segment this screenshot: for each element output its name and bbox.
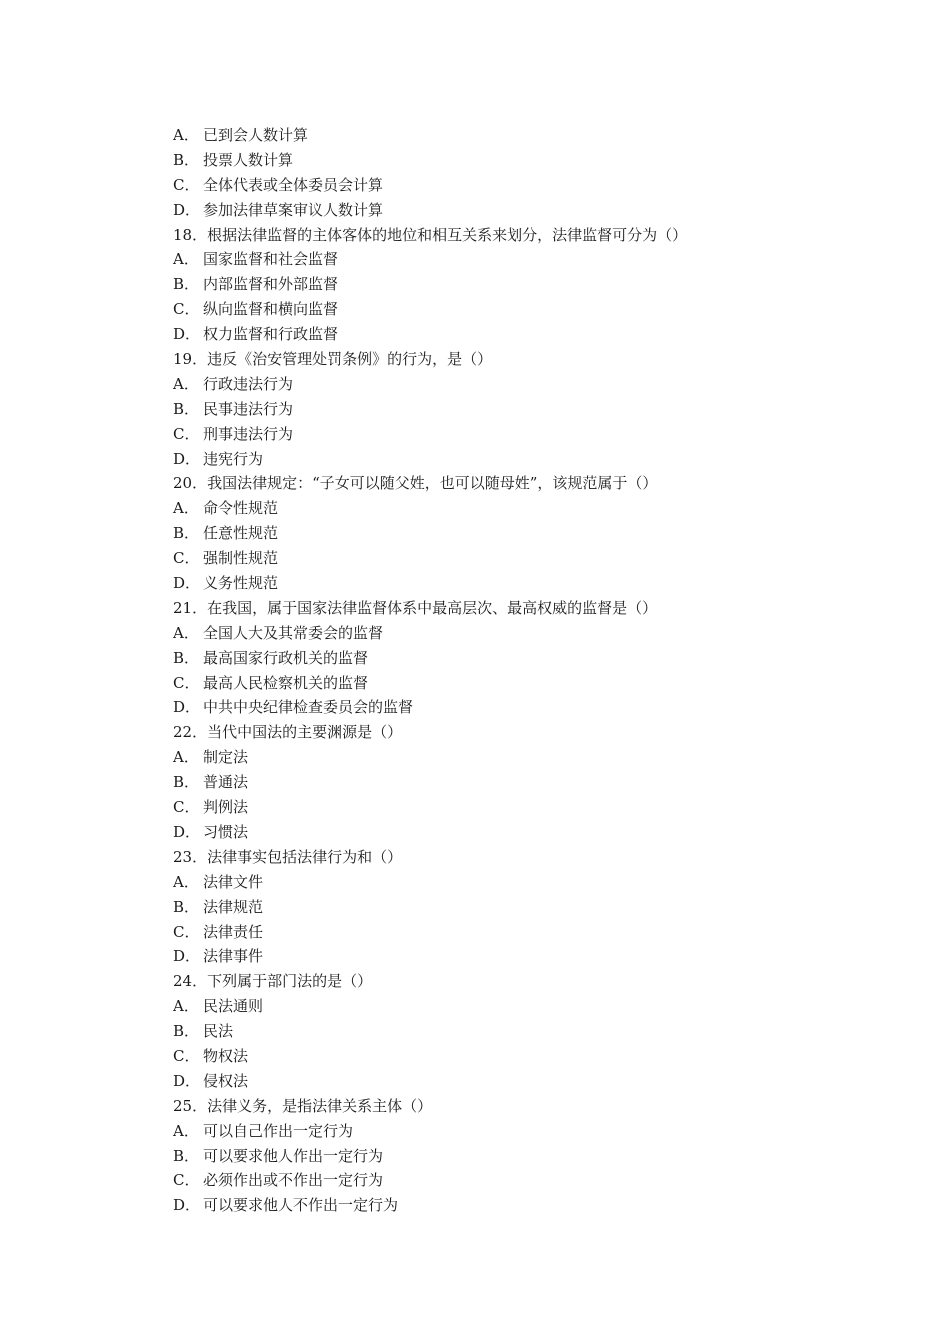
option-line (173, 1193, 873, 1218)
option-label: D． (173, 698, 201, 717)
option-text: 民事违法行为 (203, 399, 294, 418)
option-label: B． (173, 773, 200, 792)
option-text: 法律责任 (203, 922, 264, 941)
option-line (173, 372, 873, 397)
option-text: 民法 (203, 1022, 234, 1041)
option-line (173, 695, 873, 720)
option-line (173, 795, 873, 820)
option-text: 已到会人数计算 (203, 126, 309, 144)
option-line (173, 272, 873, 297)
option-line (173, 745, 873, 770)
question-text: 根据法律监督的主体客体的地位和相互关系来划分，法律监督可分为（） (207, 225, 688, 244)
option-text: 侵权法 (203, 1071, 249, 1090)
option-line (173, 447, 873, 472)
question-text: 违反《治安管理处罚条例》的行为，是（） (207, 350, 493, 369)
option-label: B． (173, 524, 200, 543)
option-line (173, 671, 873, 696)
option-line (173, 1168, 873, 1193)
option-line (173, 1069, 873, 1094)
question-line (173, 223, 873, 248)
option-text: 制定法 (203, 748, 249, 767)
option-text: 最高国家行政机关的监督 (203, 648, 369, 667)
option-label: B． (173, 1146, 200, 1165)
option-line (173, 770, 873, 795)
option-label: A． (173, 126, 199, 144)
option-label: D． (173, 325, 201, 344)
question-line (173, 347, 873, 372)
option-text: 强制性规范 (203, 549, 279, 568)
question-text: 法律义务，是指法律关系主体（） (207, 1096, 433, 1115)
question-text: 法律事实包括法律行为和（） (207, 847, 403, 866)
option-label: D． (173, 200, 201, 219)
option-label: D． (173, 574, 201, 593)
option-label: B． (173, 897, 200, 916)
option-label: C． (173, 1046, 200, 1065)
question-line (173, 596, 873, 621)
option-label: C． (173, 673, 200, 692)
question-line (173, 969, 873, 994)
option-text: 可以要求他人不作出一定行为 (203, 1196, 399, 1215)
option-label: B． (173, 150, 200, 169)
option-text: 行政违法行为 (203, 374, 294, 393)
option-label: A． (173, 623, 199, 642)
option-line (173, 1144, 873, 1169)
option-line (173, 920, 873, 945)
option-label: C． (173, 1171, 200, 1190)
option-line (173, 895, 873, 920)
option-text: 内部监督和外部监督 (203, 275, 339, 294)
question-number: 22． (173, 723, 208, 742)
option-text: 习惯法 (203, 822, 249, 841)
option-text: 物权法 (203, 1046, 249, 1065)
option-label: A． (173, 1121, 199, 1140)
option-line (173, 422, 873, 447)
option-text: 法律事件 (203, 947, 264, 966)
question-text: 下列属于部门法的是（） (207, 972, 373, 991)
option-line (173, 994, 873, 1019)
option-text: 必须作出或不作出一定行为 (203, 1171, 384, 1190)
question-number: 20． (173, 474, 208, 493)
option-label: A． (173, 872, 199, 891)
question-number: 19． (173, 350, 208, 369)
option-line (173, 646, 873, 671)
question-line (173, 720, 873, 745)
option-label: D． (173, 1071, 201, 1090)
option-text: 投票人数计算 (203, 150, 294, 169)
option-label: A． (173, 250, 199, 269)
question-number: 25． (173, 1096, 208, 1115)
option-line (173, 397, 873, 422)
option-label: B． (173, 399, 200, 418)
option-line (173, 621, 873, 646)
option-text: 法律文件 (203, 872, 264, 891)
question-number: 24． (173, 972, 208, 991)
question-number: 18． (173, 225, 208, 244)
option-label: B． (173, 648, 200, 667)
option-label: A． (173, 499, 199, 518)
option-text: 刑事违法行为 (203, 424, 294, 443)
question-text: 我国法律规定：“子女可以随父姓，也可以随母姓”，该规范属于（） (207, 474, 658, 493)
option-text: 纵向监督和横向监督 (203, 300, 339, 319)
option-label: C． (173, 798, 200, 817)
question-text: 当代中国法的主要渊源是（） (207, 723, 403, 742)
option-line (173, 123, 873, 148)
option-label: C． (173, 424, 200, 443)
question-line (173, 845, 873, 870)
option-text: 全国人大及其常委会的监督 (203, 623, 384, 642)
question-line (173, 471, 873, 496)
option-label: D． (173, 449, 201, 468)
option-line (173, 521, 873, 546)
option-line (173, 870, 873, 895)
option-text: 可以自己作出一定行为 (203, 1121, 354, 1140)
option-text: 可以要求他人作出一定行为 (203, 1146, 384, 1165)
option-label: C． (173, 300, 200, 319)
option-text: 最高人民检察机关的监督 (203, 673, 369, 692)
document-page (173, 123, 873, 1218)
option-label: D． (173, 947, 201, 966)
option-line (173, 1119, 873, 1144)
option-text: 国家监督和社会监督 (203, 250, 339, 269)
option-label: C． (173, 175, 200, 194)
option-label: A． (173, 748, 199, 767)
option-label: B． (173, 1022, 200, 1041)
option-line (173, 297, 873, 322)
option-text: 参加法律草案审议人数计算 (203, 200, 384, 219)
option-line (173, 198, 873, 223)
option-label: B． (173, 275, 200, 294)
option-text: 任意性规范 (203, 524, 279, 543)
option-text: 中共中央纪律检查委员会的监督 (203, 698, 414, 717)
option-text: 普通法 (203, 773, 249, 792)
option-line (173, 1044, 873, 1069)
question-number: 21． (173, 598, 208, 617)
option-line (173, 173, 873, 198)
option-line (173, 546, 873, 571)
question-line (173, 1094, 873, 1119)
option-text: 民法通则 (203, 997, 264, 1016)
option-label: A． (173, 374, 199, 393)
option-label: A． (173, 997, 199, 1016)
option-line (173, 944, 873, 969)
question-number: 23． (173, 847, 208, 866)
option-text: 全体代表或全体委员会计算 (203, 175, 384, 194)
option-line (173, 820, 873, 845)
option-text: 义务性规范 (203, 574, 279, 593)
option-line (173, 1019, 873, 1044)
option-line (173, 148, 873, 173)
option-line (173, 247, 873, 272)
option-text: 权力监督和行政监督 (203, 325, 339, 344)
option-text: 法律规范 (203, 897, 264, 916)
option-label: D． (173, 1196, 201, 1215)
option-text: 命令性规范 (203, 499, 279, 518)
option-label: D． (173, 822, 201, 841)
option-text: 违宪行为 (203, 449, 264, 468)
option-line (173, 496, 873, 521)
option-line (173, 571, 873, 596)
question-text: 在我国，属于国家法律监督体系中最高层次、最高权威的监督是（） (207, 598, 658, 617)
option-label: C． (173, 549, 200, 568)
option-text: 判例法 (203, 798, 249, 817)
option-label: C． (173, 922, 200, 941)
option-line (173, 322, 873, 347)
